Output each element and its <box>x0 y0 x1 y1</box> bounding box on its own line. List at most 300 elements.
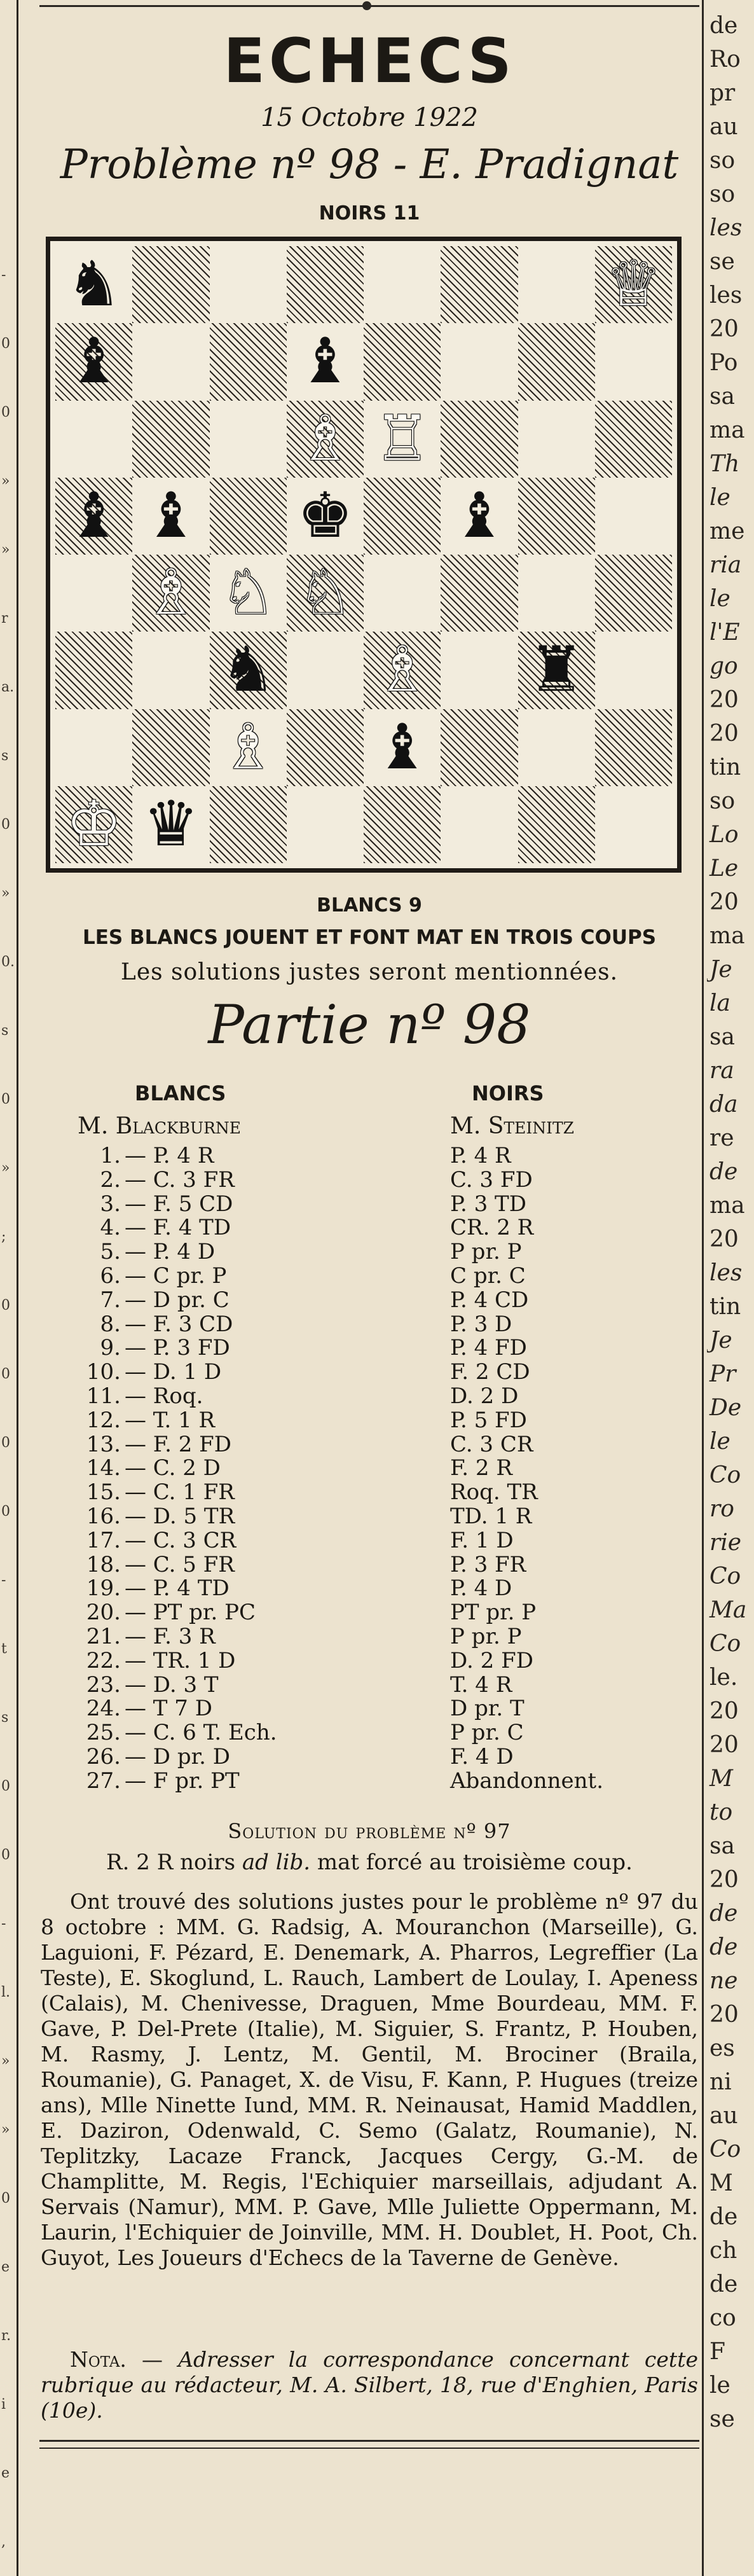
adjacent-fragment: a. <box>1 679 15 695</box>
adjacent-fragment: le <box>709 2372 730 2399</box>
white-move: — C. 2 D <box>125 1455 221 1481</box>
adjacent-fragment: e <box>1 2465 10 2481</box>
adjacent-fragment: M <box>709 1766 733 1792</box>
board-square <box>595 323 672 400</box>
move-row <box>39 1215 699 1241</box>
adjacent-fragment: ne <box>709 1968 738 1994</box>
white-move: — D. 3 T <box>125 1672 219 1698</box>
board-square <box>518 709 595 786</box>
board-square <box>518 555 595 632</box>
black-move: P pr. C <box>450 1720 524 1746</box>
adjacent-fragment: Lo <box>709 822 739 848</box>
white-count-label: BLANCS 9 <box>317 894 422 917</box>
move-row <box>39 1746 699 1768</box>
move-row <box>39 1409 699 1431</box>
white-move: — Roq. <box>125 1383 203 1409</box>
move-row <box>39 1337 699 1359</box>
adjacent-fragment: Je <box>709 957 732 983</box>
black-column-header: NOIRS <box>472 1081 544 1105</box>
black-player <box>450 1113 574 1139</box>
black-move: P. 4 FD <box>450 1335 527 1361</box>
white-move: — C. 5 FR <box>125 1551 235 1577</box>
move-number: 5. <box>100 1239 121 1265</box>
adjacent-fragment: de <box>709 2271 738 2297</box>
move-row <box>39 1770 699 1792</box>
black-count-label: NOIRS 11 <box>319 202 420 225</box>
white-move: — C pr. P <box>125 1263 227 1289</box>
solvers-list: Ont trouvé des solutions justes pour le problème nº 97 du 8 octobre : MM. G. Radsig, A. Mouranchon (Marseille), G. Laguioni, F. Pézard, E. Denemark, A. Pharros, Legreffier (La Teste), E. Skoglund, L. Rauch, Lambert de Loulay, I. Apeness (Calais), M. Chenivesse, Draguen, Mme Bourdeau, MM. F. Gave, P. Del-Prete (Italie), M. Siguier, S. Frantz, P. Houben, M. Rasmy, J. Lentz, M. Gentil, M. Brociner (Braila, Roumanie), G. Panaget, X. de Visu, F. Kann, P. Hugues (treize ans), Mlle Ninette Iund, MM. R. Neinausat, Hamid Maddlen, E. Daziron, Odenwald, C. Semo (Galatz, Roumanie), N. Teplitzky, Lacaze Franck, Jacques Cergy, G.-M. de Champlitte, M. Regis, l'Echiquier marseillais, adjudant A. Servais (Namur), MM. P. Gave, Mlle Juliette Oppermann, M. Laurin, l'Echiquier de Joinville, MM. H. Doublet, H. Poot, Ch. Guyot, Les Joueurs d'Echecs de la Taverne de Genève. <box>41 1889 698 2270</box>
black-move: D. 2 FD <box>450 1647 533 1673</box>
adjacent-fragment: - <box>1 267 6 283</box>
game-title: Partie nº 98 <box>208 994 531 1056</box>
white-move: — P. 3 FD <box>125 1335 230 1361</box>
adjacent-fragment: 0 <box>1 336 10 352</box>
column-rule-left <box>17 0 18 2576</box>
white-move: — P. 4 R <box>125 1143 214 1168</box>
adjacent-fragment: de <box>709 13 738 39</box>
white-move: — D. 1 D <box>125 1359 222 1385</box>
adjacent-fragment: Le <box>709 855 739 882</box>
adjacent-fragment: au <box>709 2103 738 2129</box>
adjacent-fragment: so <box>709 788 736 814</box>
chess-piece-white: ♗ <box>142 557 199 629</box>
board-square <box>441 401 518 478</box>
chess-piece-white: ♗ <box>220 710 277 784</box>
black-move: P pr. P <box>450 1239 522 1265</box>
black-move: D. 2 D <box>450 1383 519 1409</box>
adjacent-fragment: i <box>1 2397 6 2413</box>
white-move: — C. 1 FR <box>125 1479 235 1506</box>
chess-piece-white: ♗ <box>297 402 353 475</box>
black-move: P. 3 FR <box>450 1551 526 1577</box>
move-number: 25. <box>86 1720 121 1746</box>
solution-text-start: R. 2 R noirs <box>106 1850 242 1875</box>
move-number: 18. <box>86 1551 121 1577</box>
adjacent-fragment: 0 <box>1 1504 10 1520</box>
board-square <box>55 401 132 478</box>
white-move: — D pr. C <box>125 1287 230 1313</box>
black-move: P. 4 D <box>450 1575 512 1602</box>
black-move: PT pr. P <box>450 1600 537 1626</box>
chess-piece-black: ♚ <box>297 479 353 552</box>
black-move: T. 4 R <box>450 1672 512 1698</box>
move-row <box>39 1479 699 1506</box>
adjacent-fragment: ro <box>709 1496 734 1522</box>
adjacent-fragment: se <box>709 249 735 275</box>
adjacent-fragment: da <box>709 1091 738 1118</box>
board-square <box>210 478 287 555</box>
black-move: F. 1 D <box>450 1527 514 1553</box>
bottom-rule <box>39 2440 699 2442</box>
board-square <box>210 401 287 478</box>
chess-piece-black: ♜ <box>528 634 585 707</box>
move-row <box>39 1431 699 1457</box>
white-move: — F. 3 CD <box>125 1311 233 1337</box>
adjacent-fragment: 20 <box>709 1226 739 1252</box>
adjacent-fragment: de <box>709 2204 738 2230</box>
column-rule-right <box>702 0 704 2576</box>
adjacent-fragment: me <box>709 518 745 544</box>
chess-piece-white: ♗ <box>374 634 430 707</box>
white-move: — F. 3 R <box>125 1624 216 1649</box>
adjacent-fragment: 20 <box>709 889 739 915</box>
board-square <box>518 246 595 323</box>
adjacent-fragment: , <box>1 2534 6 2550</box>
adjacent-fragment: 0 <box>1 1298 10 1313</box>
board-square <box>595 786 672 863</box>
board-square <box>364 478 441 555</box>
board-grid <box>55 246 672 863</box>
white-move: — D. 5 TR <box>125 1504 235 1529</box>
top-rule <box>39 5 699 7</box>
adjacent-fragment: le. <box>709 1665 738 1691</box>
chess-piece-black: ♞ <box>220 634 277 707</box>
move-number: 2. <box>100 1167 121 1193</box>
board-square <box>287 709 364 786</box>
adjacent-fragment: les <box>709 215 743 241</box>
black-player-name: Steinitz <box>488 1113 575 1139</box>
white-move: — F. 2 FD <box>125 1431 232 1457</box>
chess-piece-black: ♝ <box>65 325 122 398</box>
white-player-name: Blackburne <box>115 1113 242 1139</box>
board-square <box>132 401 209 478</box>
move-number: 8. <box>100 1311 121 1337</box>
adjacent-fragment: ma <box>709 1193 745 1219</box>
board-square <box>595 478 672 555</box>
black-move: F. 4 D <box>450 1744 514 1769</box>
move-row <box>39 1169 699 1191</box>
board-square <box>518 786 595 863</box>
bottom-rule-second <box>39 2448 699 2449</box>
adjacent-fragment: s <box>1 1710 9 1726</box>
adjacent-fragment: s <box>1 1023 9 1039</box>
move-row <box>39 1551 699 1577</box>
adjacent-fragment: M <box>709 2170 733 2196</box>
move-number: 11. <box>86 1383 121 1409</box>
adjacent-fragment: » <box>1 2053 10 2069</box>
adjacent-fragment: to <box>709 1799 733 1825</box>
board-square <box>287 632 364 709</box>
adjacent-fragment: 20 <box>709 1867 739 1893</box>
adjacent-fragment: 20 <box>709 2002 739 2028</box>
move-row <box>39 1696 699 1722</box>
adjacent-fragment: 0 <box>1 817 10 833</box>
board-square <box>364 555 441 632</box>
white-move: — T. 1 R <box>125 1407 216 1433</box>
white-player-prefix: M. <box>78 1113 116 1139</box>
black-move: P. 3 D <box>450 1311 512 1337</box>
adjacent-fragment: de <box>709 1159 738 1185</box>
board-square <box>595 401 672 478</box>
adjacent-fragment: 20 <box>709 687 739 713</box>
solution-heading: Solution du problème nº 97 <box>228 1819 511 1843</box>
chess-piece-black: ♛ <box>142 787 199 861</box>
adjacent-fragment: » <box>1 542 10 558</box>
adjacent-fragment: co <box>709 2305 736 2331</box>
adjacent-fragment: re <box>709 1125 734 1151</box>
move-number: 17. <box>86 1527 121 1553</box>
move-number: 14. <box>86 1455 121 1481</box>
adjacent-fragment: ni <box>709 2069 732 2095</box>
board-square <box>595 632 672 709</box>
chess-piece-white: ♘ <box>297 557 353 629</box>
white-move: — P. 4 TD <box>125 1575 230 1602</box>
problem-instructions: LES BLANCS JOUENT ET FONT MAT EN TROIS COUPS <box>82 926 657 949</box>
board-square <box>364 323 441 400</box>
adjacent-fragment: 0 <box>1 1366 10 1382</box>
chess-diagram <box>46 237 682 873</box>
adjacent-fragment: 0. <box>1 954 15 970</box>
move-number: 24. <box>86 1696 121 1722</box>
move-row <box>39 1506 699 1527</box>
board-square <box>441 632 518 709</box>
adjacent-fragment: Ma <box>709 1597 747 1623</box>
move-number: 19. <box>86 1575 121 1602</box>
board-square <box>441 323 518 400</box>
adjacent-fragment: r <box>1 611 8 627</box>
adjacent-fragment: » <box>1 1160 10 1176</box>
adjacent-fragment: rie <box>709 1530 742 1556</box>
move-number: 9. <box>100 1335 121 1361</box>
nota-text: Adresser la correspondance concernant cette rubrique au rédacteur, M. A. Silbert, 18, rue d'Enghien, Paris (10e). <box>41 2347 698 2423</box>
move-row <box>39 1361 699 1383</box>
adjacent-fragment: le <box>709 1429 730 1455</box>
chess-piece-black: ♝ <box>374 710 430 784</box>
adjacent-fragment: Co <box>709 1563 741 1589</box>
black-move: P pr. P <box>450 1624 522 1649</box>
solution-text-italic: ad lib. <box>242 1850 311 1875</box>
adjacent-fragment: » <box>1 2122 10 2138</box>
board-square <box>595 709 672 786</box>
black-move: C. 3 CR <box>450 1431 533 1457</box>
white-move: — F. 5 CD <box>125 1191 233 1217</box>
adjacent-fragment: 20 <box>709 1732 739 1758</box>
black-move: P. 4 CD <box>450 1287 529 1313</box>
white-move: — C. 3 CR <box>125 1527 236 1553</box>
adjacent-fragment: » <box>1 885 10 901</box>
adjacent-fragment: » <box>1 473 10 489</box>
move-number: 1. <box>100 1143 121 1168</box>
adjacent-fragment: sa <box>709 1833 735 1859</box>
board-square <box>210 786 287 863</box>
move-number: 7. <box>100 1287 121 1313</box>
move-number: 13. <box>86 1431 121 1457</box>
board-square <box>210 246 287 323</box>
move-row <box>39 1527 699 1553</box>
board-square <box>132 709 209 786</box>
nota-label: Nota. — <box>70 2347 179 2372</box>
board-square <box>132 323 209 400</box>
adjacent-fragment: Je <box>709 1327 732 1354</box>
white-move: — P. 4 D <box>125 1239 216 1265</box>
move-row <box>39 1674 699 1696</box>
adjacent-fragment: Ro <box>709 46 741 73</box>
black-move: Abandonnent. <box>450 1768 604 1794</box>
adjacent-fragment: l. <box>1 1984 11 2000</box>
move-number: 6. <box>100 1263 121 1289</box>
adjacent-fragment: se <box>709 2406 735 2432</box>
move-number: 27. <box>86 1768 121 1794</box>
move-number: 12. <box>86 1407 121 1433</box>
move-row <box>39 1575 699 1602</box>
adjacent-fragment: ma <box>709 923 745 949</box>
black-move: P. 4 R <box>450 1143 511 1168</box>
board-square <box>55 555 132 632</box>
move-row <box>39 1289 699 1311</box>
move-number: 16. <box>86 1504 121 1529</box>
white-move: — TR. 1 D <box>125 1647 236 1673</box>
adjacent-fragment: - <box>1 1916 6 1932</box>
black-player-prefix: M. <box>450 1113 488 1139</box>
adjacent-fragment: au <box>709 114 738 140</box>
adjacent-fragment: la <box>709 990 730 1016</box>
black-move: C. 3 FD <box>450 1167 533 1193</box>
adjacent-fragment: ch <box>709 2238 737 2264</box>
move-number: 15. <box>86 1479 121 1506</box>
adjacent-fragment: ma <box>709 417 745 443</box>
chess-piece-white: ♕ <box>605 248 662 321</box>
move-row <box>39 1313 699 1335</box>
black-move: P. 5 FD <box>450 1407 527 1433</box>
board-square <box>55 632 132 709</box>
adjacent-fragment: 20 <box>709 316 739 342</box>
adjacent-fragment: Po <box>709 350 738 376</box>
adjacent-fragment: e <box>1 2259 10 2275</box>
move-row <box>39 1600 699 1626</box>
move-number: 23. <box>86 1672 121 1698</box>
adjacent-fragment: 0 <box>1 1091 10 1107</box>
adjacent-fragment: pr <box>709 80 736 106</box>
black-move: Roq. TR <box>450 1479 538 1506</box>
move-number: 26. <box>86 1744 121 1769</box>
adjacent-fragment: Th <box>709 451 740 477</box>
adjacent-fragment: 20 <box>709 1698 739 1724</box>
issue-date: 15 Octobre 1922 <box>261 103 478 132</box>
board-square <box>287 786 364 863</box>
black-move: TD. 1 R <box>450 1504 532 1529</box>
move-number: 3. <box>100 1191 121 1217</box>
solution-text-end: mat forcé au troisième coup. <box>310 1850 633 1875</box>
solutions-note: Les solutions justes seront mentionnées. <box>120 959 619 985</box>
adjacent-fragment: Co <box>709 2136 741 2163</box>
adjacent-fragment: so <box>709 148 736 174</box>
move-row <box>39 1241 699 1263</box>
chess-piece-black: ♝ <box>297 325 353 398</box>
adjacent-fragment: - <box>1 1572 6 1588</box>
adjacent-fragment: Pr <box>709 1361 736 1387</box>
move-number: 4. <box>100 1215 121 1241</box>
board-square <box>518 323 595 400</box>
adjacent-fragment: les <box>709 282 743 308</box>
adjacent-fragment: le <box>709 586 730 612</box>
adjacent-fragment: s <box>1 748 9 764</box>
move-row <box>39 1457 699 1479</box>
board-square <box>210 323 287 400</box>
adjacent-fragment: De <box>709 1395 742 1421</box>
move-row <box>39 1265 699 1287</box>
move-row <box>39 1193 699 1215</box>
adjacent-fragment: so <box>709 181 736 207</box>
adjacent-column-right <box>707 0 754 2576</box>
section-title: ECHECS <box>223 25 516 97</box>
black-move: D pr. T <box>450 1696 524 1722</box>
white-move: — C. 3 FR <box>125 1167 235 1193</box>
nota-paragraph <box>41 2347 698 2423</box>
chess-piece-white: ♖ <box>374 402 430 475</box>
adjacent-fragment: sa <box>709 384 735 410</box>
board-square <box>441 246 518 323</box>
move-number: 20. <box>86 1600 121 1626</box>
board-square <box>364 786 441 863</box>
black-move: P. 3 TD <box>450 1191 526 1217</box>
board-square <box>287 246 364 323</box>
adjacent-fragment: 0 <box>1 405 10 420</box>
black-move: F. 2 CD <box>450 1359 530 1385</box>
adjacent-column-left <box>0 0 14 2576</box>
chess-piece-black: ♝ <box>451 479 507 552</box>
board-square <box>364 246 441 323</box>
solution-text <box>39 1850 699 1875</box>
board-square <box>441 555 518 632</box>
adjacent-fragment: F <box>709 2339 725 2365</box>
problem-title: Problème nº 98 - E. Pradignat <box>60 141 679 188</box>
white-player <box>78 1113 241 1139</box>
white-move: — F pr. PT <box>125 1768 240 1794</box>
adjacent-fragment: t <box>1 1641 7 1657</box>
chess-piece-black: ♝ <box>65 479 122 552</box>
adjacent-fragment: le <box>709 485 730 511</box>
adjacent-fragment: r. <box>1 2328 11 2344</box>
adjacent-fragment: go <box>709 653 738 679</box>
chess-piece-white: ♔ <box>65 787 122 861</box>
chess-piece-white: ♘ <box>220 557 277 629</box>
board-square <box>595 555 672 632</box>
move-number: 10. <box>86 1359 121 1385</box>
board-square <box>518 401 595 478</box>
adjacent-fragment: 0 <box>1 2191 10 2206</box>
board-square <box>132 246 209 323</box>
adjacent-fragment: 0 <box>1 1778 10 1794</box>
rule-dot <box>362 1 371 10</box>
board-square <box>55 709 132 786</box>
board-square <box>441 709 518 786</box>
black-move: CR. 2 R <box>450 1215 534 1241</box>
board-square <box>441 786 518 863</box>
adjacent-fragment: Co <box>709 1631 741 1657</box>
white-move: — D pr. D <box>125 1744 231 1769</box>
adjacent-fragment: 20 <box>709 721 739 747</box>
board-square <box>132 632 209 709</box>
chess-piece-black: ♞ <box>65 248 122 321</box>
move-row <box>39 1626 699 1647</box>
move-row <box>39 1385 699 1407</box>
white-move: — T 7 D <box>125 1696 212 1722</box>
chess-column <box>39 0 699 2576</box>
adjacent-fragment: sa <box>709 1024 735 1050</box>
adjacent-fragment: 0 <box>1 1435 10 1451</box>
adjacent-fragment: de <box>709 1901 738 1927</box>
move-row <box>39 1647 699 1673</box>
move-number: 22. <box>86 1647 121 1673</box>
adjacent-fragment: ria <box>709 552 742 578</box>
white-move: — C. 6 T. Ech. <box>125 1720 277 1746</box>
white-move: — F. 4 TD <box>125 1215 231 1241</box>
adjacent-fragment: de <box>709 1934 738 1960</box>
adjacent-fragment: Co <box>709 1462 741 1488</box>
adjacent-fragment: es <box>709 2035 735 2061</box>
black-move: C pr. C <box>450 1263 526 1289</box>
adjacent-fragment: tin <box>709 1294 741 1320</box>
